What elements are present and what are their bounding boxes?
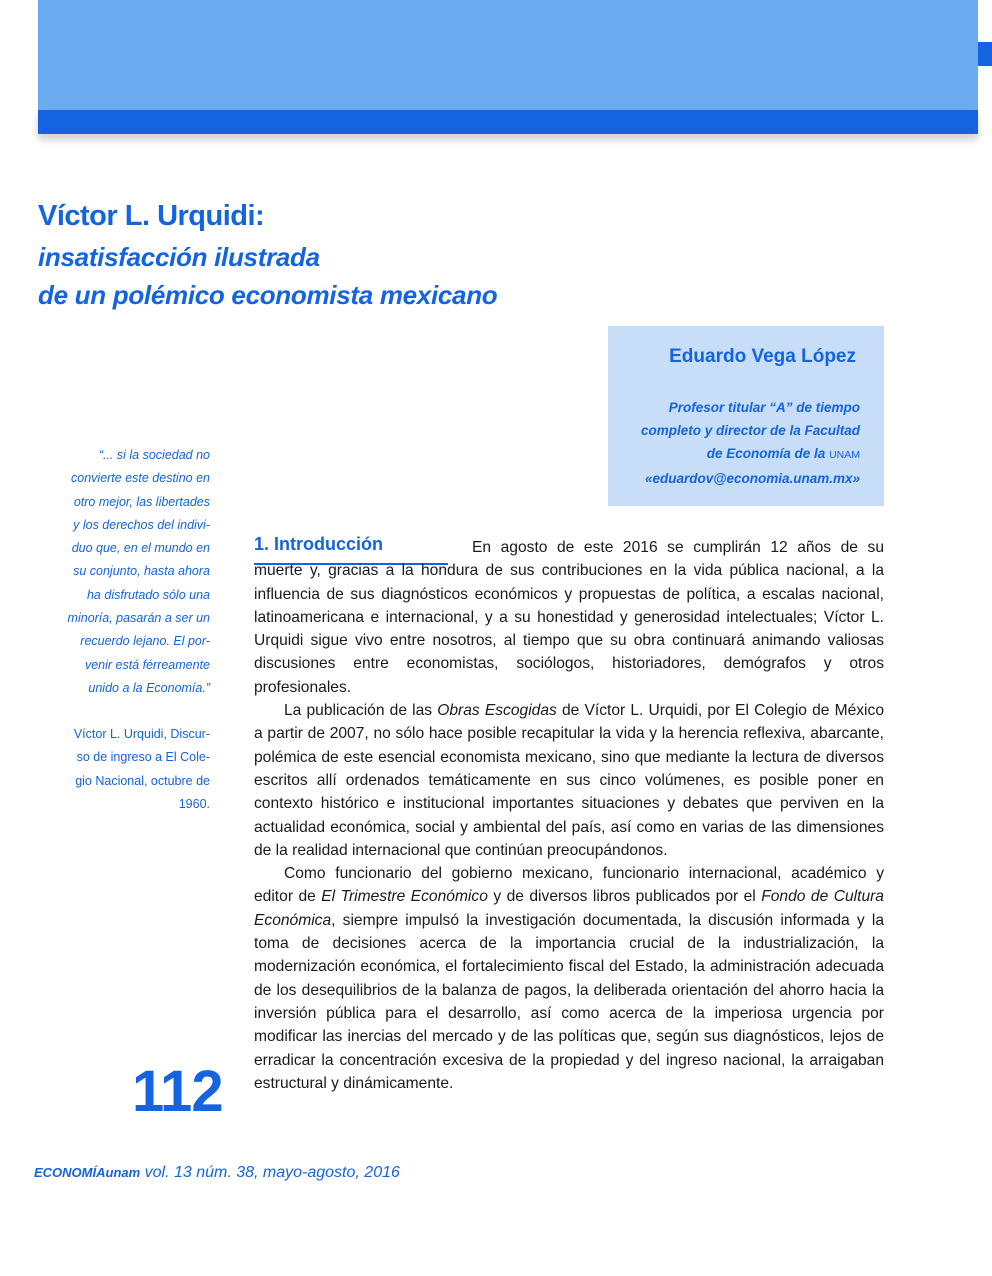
author-email[interactable]: «eduardov@economia.unam.mx» xyxy=(645,471,860,486)
quote-line: venir está férreamente xyxy=(84,657,210,672)
text-run: de Víctor L. Urquidi, por El Colegio de México a partir de 2007, no sólo hace posible recapitular la vida y la herencia reflexiva, abarcante, polémica de este esencial economista mexicano, sino que mediante la lectura de diversos escritos allí ordenados temáticamente en sus cinco volúmenes, es posible poner en contexto histórico e institucional importantes situaciones y debates que perviven en la actualidad económica, social y ambiental del país, así como en varias de las dimensiones de la realidad internacional que continúan preocupándonos. xyxy=(254,702,884,859)
quote-line: convierte este destino en xyxy=(71,471,210,486)
publisher-name: Fondo de Cultura Económica xyxy=(254,888,884,929)
section-heading: 1. Introducción xyxy=(254,534,384,554)
affiliation-line xyxy=(610,442,860,467)
affiliation-text: de Economía de la xyxy=(706,446,826,461)
text-run: Como funcionario del gobierno mexicano, funcionario internacional, académico y editor de xyxy=(254,865,884,906)
heading-spacer xyxy=(254,536,472,558)
quote-line: y los derechos del indivi- xyxy=(73,517,210,532)
body-text xyxy=(254,536,884,1095)
author-name: Eduardo Vega López xyxy=(669,346,856,367)
affiliation-line: completo y director de la Facultad xyxy=(640,423,860,438)
paragraph-3 xyxy=(254,862,884,1095)
author-box xyxy=(608,326,884,506)
citation-line: 1960. xyxy=(178,796,210,811)
text-run: y de diversos libros publicados por el xyxy=(487,888,762,906)
paragraph-2 xyxy=(254,699,884,862)
quote-line: su conjunto, hasta ahora xyxy=(73,564,210,579)
header-band xyxy=(38,0,978,110)
citation-line: Víctor L. Urquidi, Discur- xyxy=(73,727,210,741)
journal-issue: vol. 13 núm. 38, mayo-agosto, 2016 xyxy=(140,1164,400,1181)
affiliation-line: Profesor titular “A” de tiempo xyxy=(668,400,860,415)
article-title: Víctor L. Urquidi: xyxy=(38,200,265,232)
header-rule xyxy=(38,110,978,134)
epigraph-citation xyxy=(48,723,210,816)
quote-line: minoría, pasarán a ser un xyxy=(67,611,210,626)
text-run: , siempre impulsó la investigación documentada, la discusión informada y la toma de decisiones acerca de la importancia crucial de la industrialización, la modernización económica, el fortalecimiento fiscal del Estado, la administración adecuada de los desequilibrios de la balanza de pagos, la deliberada orientación del ahorro hacia la inversión pública para el desarrollo, así como acerca de la imperiosa urgencia por modificar las inercias del mercado y de las políticas que, según sus diagnósticos, lejos de erradicar la concentración excesiva de la propiedad y del ingreso nacional, la arraigaban estructural y dinámicamente. xyxy=(254,911,884,1092)
page-number: 112 xyxy=(132,1059,223,1124)
citation-line: so de ingreso a El Cole- xyxy=(76,750,210,765)
quote-line: otro mejor, las libertades xyxy=(73,494,210,509)
header-tab xyxy=(978,42,992,66)
journal-title: El Trimestre Económico xyxy=(321,888,488,906)
paragraph-1: En agosto de este 2016 se cumplirán 12 años de su muerte y, gracias a la hondura de sus contribuciones en la vida pública nacional, a la influencia de sus diagnósticos económicos y propuestas de política, a escalas nacional, latinoamericana e internacional, y a su honestidad y generosidad intelectuales; Víctor L. Urquidi sigue vivo entre nosotros, al tiempo que su obra continuará animando valiosas discusiones entre economistas, sociólogos, historiadores, demógrafos y otros profesionales. xyxy=(254,539,884,696)
article-subtitle-line1: insatisfacción ilustrada xyxy=(38,242,320,272)
affiliation-unam: UNAM xyxy=(829,449,860,461)
book-title: Obras Escogidas xyxy=(437,702,557,720)
citation-line: gio Nacional, octubre de xyxy=(75,773,210,788)
journal-footer xyxy=(34,1164,400,1182)
article-subtitle-line2: de un polémico economista mexicano xyxy=(38,280,498,310)
quote-line: “... si la sociedad no xyxy=(98,448,210,462)
journal-brand: ECONOMÍAunam xyxy=(34,1165,141,1180)
epigraph-quote xyxy=(48,444,210,700)
quote-line: recuerdo lejano. El por- xyxy=(80,634,210,649)
quote-line: duo que, en el mundo en xyxy=(71,541,210,556)
quote-line: ha disfrutado sólo una xyxy=(86,587,210,602)
author-affiliation xyxy=(610,396,860,490)
text-run: La publicación de las xyxy=(284,702,438,720)
quote-line: unido a la Economía.” xyxy=(88,680,210,695)
